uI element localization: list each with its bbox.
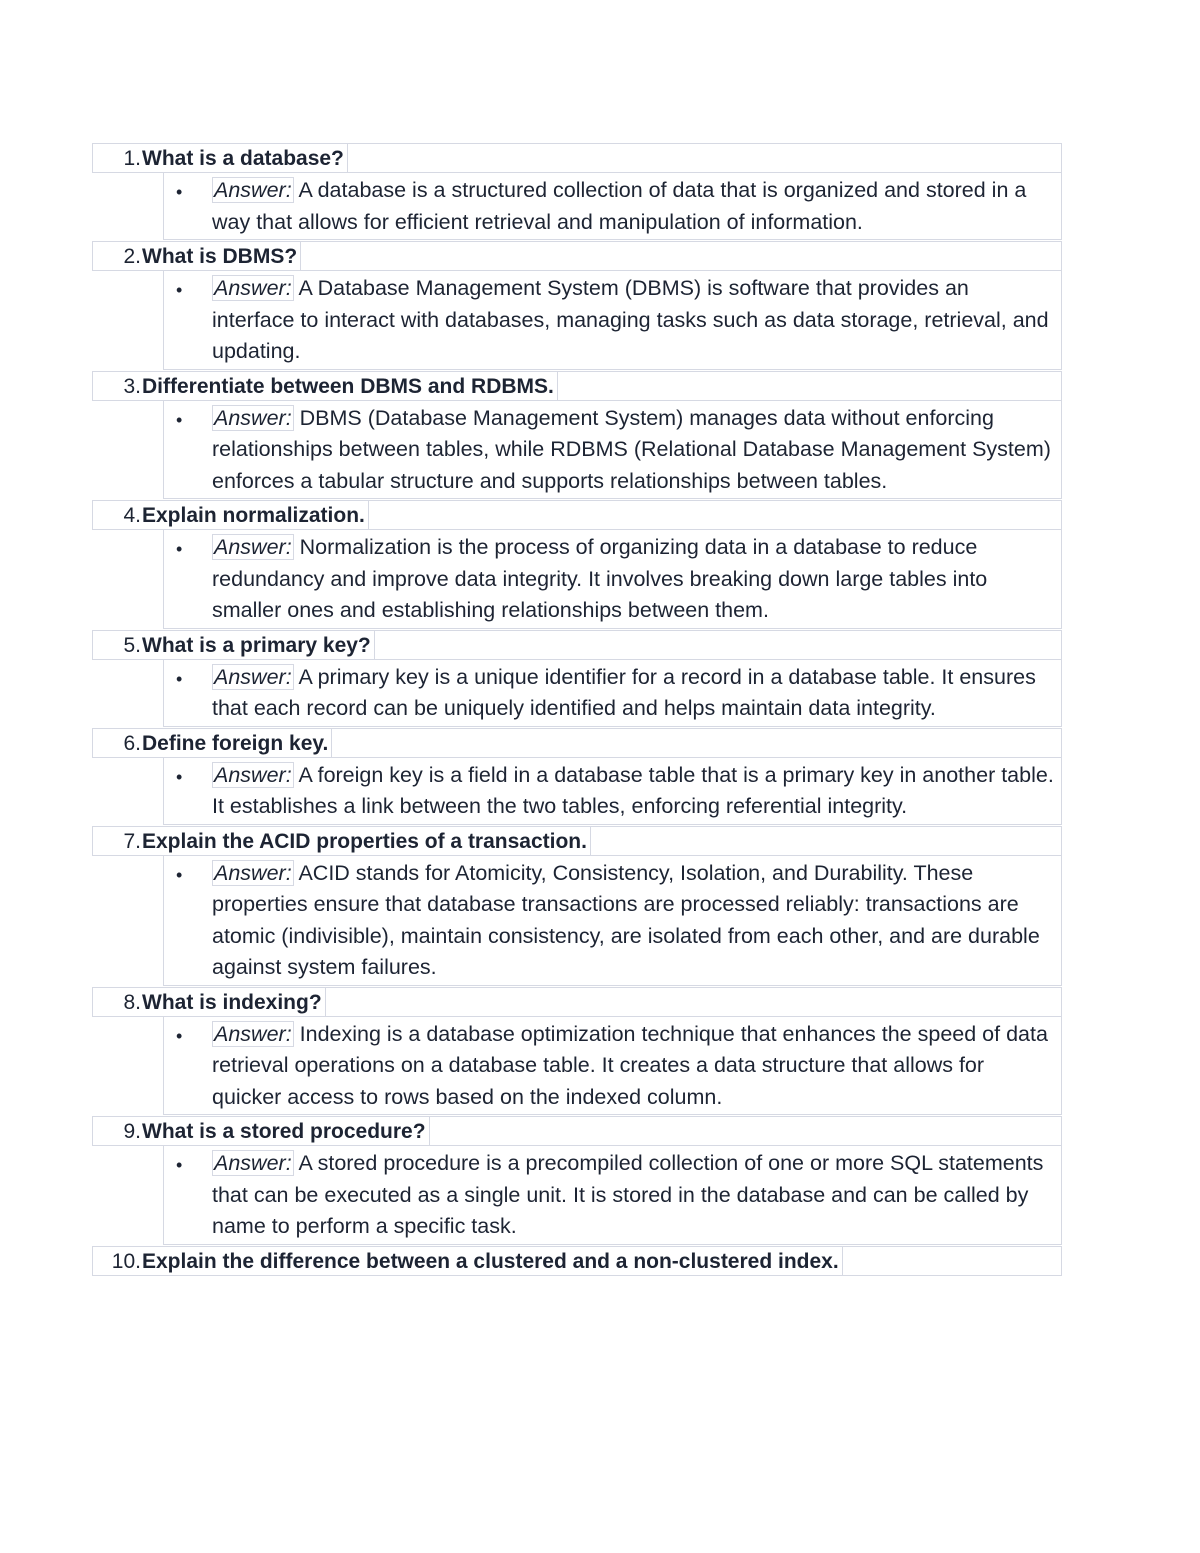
answer-paragraph bbox=[212, 403, 1055, 498]
answer-item bbox=[163, 856, 1062, 986]
question-row bbox=[92, 1246, 1062, 1276]
answer-paragraph bbox=[212, 662, 1055, 725]
answer-text: Normalization is the process of organizing data in a database to reduce redundancy and improve data integrity. It involves breaking down large tables into smaller ones and establishing relationships between them. bbox=[212, 535, 988, 622]
answer-text: Indexing is a database optimization technique that enhances the speed of data retrieval operations on a database table. It creates a data structure that allows for quicker access to rows based on the indexed column. bbox=[212, 1021, 1048, 1109]
answer-text: A stored procedure is a precompiled collection of one or more SQL statements that can be executed as a single unit. It is stored in the database and can be called by name to perform a specific task. bbox=[212, 1151, 1044, 1238]
question-row bbox=[92, 241, 1062, 271]
answer-item bbox=[163, 758, 1062, 825]
bullet-icon: • bbox=[176, 539, 183, 559]
answer-text: A primary key is a unique identifier for a record in a database table. It ensures that each record can be uniquely identified and helps maintain data integrity. bbox=[212, 664, 1036, 720]
question-number: 9. bbox=[123, 1120, 141, 1143]
question-text: What is indexing? bbox=[142, 988, 326, 1016]
question-row bbox=[92, 1116, 1062, 1146]
question-text: Define foreign key. bbox=[142, 729, 332, 757]
question-number: 10. bbox=[111, 1249, 141, 1273]
question-text: What is a primary key? bbox=[142, 631, 375, 659]
answer-label: Answer: bbox=[214, 762, 292, 787]
question-row bbox=[92, 143, 1062, 173]
question-number: 5. bbox=[123, 633, 141, 657]
bullet-icon: • bbox=[176, 409, 183, 430]
question-text: What is DBMS? bbox=[142, 242, 301, 270]
answer-paragraph bbox=[212, 273, 1055, 368]
question-number: 1. bbox=[123, 147, 141, 170]
question-text: Explain the difference between a clustered and a non-clustered index. bbox=[142, 1247, 843, 1275]
answer-paragraph bbox=[212, 858, 1055, 984]
question-number: 4. bbox=[123, 504, 141, 527]
answer-text: ACID stands for Atomicity, Consistency, Isolation, and Durability. These properties ensure that database transactions are processed reliably: transactions are atomic (indivisible), maintain consistency, are isolated from each other, and are durable against system failures. bbox=[212, 860, 1040, 979]
bullet-icon: • bbox=[176, 1025, 183, 1046]
answer-item bbox=[163, 1017, 1062, 1116]
answer-label: Answer: bbox=[214, 664, 292, 689]
bullet-icon: • bbox=[176, 182, 183, 202]
answer-item bbox=[163, 271, 1062, 370]
answer-text: A Database Management System (DBMS) is software that provides an interface to interact with databases, managing tasks such as data storage, retrieval, and updating. bbox=[212, 276, 1049, 363]
answer-item bbox=[163, 1146, 1062, 1245]
question-text: Explain normalization. bbox=[142, 501, 369, 529]
answer-label: Answer: bbox=[214, 276, 292, 300]
qa-list bbox=[92, 142, 1062, 1276]
question-text: What is a stored procedure? bbox=[142, 1117, 430, 1145]
question-number: 7. bbox=[123, 829, 141, 853]
bullet-icon: • bbox=[176, 864, 183, 885]
question-text: Explain the ACID properties of a transaction. bbox=[142, 827, 591, 855]
question-row bbox=[92, 371, 1062, 401]
bullet-icon: • bbox=[176, 668, 183, 689]
answer-paragraph bbox=[212, 760, 1055, 823]
question-row bbox=[92, 500, 1062, 530]
answer-label: Answer: bbox=[214, 1151, 292, 1175]
question-row bbox=[92, 826, 1062, 856]
answer-text: A database is a structured collection of data that is organized and stored in a way that allows for efficient retrieval and manipulation of information. bbox=[212, 178, 1027, 234]
answer-label: Answer: bbox=[214, 1021, 292, 1046]
answer-paragraph bbox=[212, 1019, 1055, 1114]
question-number: 3. bbox=[123, 374, 141, 398]
answer-label: Answer: bbox=[214, 535, 292, 559]
answer-item bbox=[163, 401, 1062, 500]
question-row bbox=[92, 630, 1062, 660]
bullet-icon: • bbox=[176, 1155, 183, 1175]
question-row bbox=[92, 728, 1062, 758]
answer-paragraph bbox=[212, 1148, 1055, 1243]
answer-text: DBMS (Database Management System) manages data without enforcing relationships between tables, while RDBMS (Relational Database Management System) enforces a tabular structure and supports relationships between tables. bbox=[212, 405, 1051, 493]
question-number: 2. bbox=[123, 245, 141, 268]
answer-item bbox=[163, 173, 1062, 240]
answer-item bbox=[163, 660, 1062, 727]
question-text: What is a database? bbox=[142, 144, 348, 172]
answer-text: A foreign key is a field in a database table that is a primary key in another table. It establishes a link between the two tables, enforcing referential integrity. bbox=[212, 762, 1054, 818]
question-text: Differentiate between DBMS and RDBMS. bbox=[142, 372, 558, 400]
bullet-icon: • bbox=[176, 280, 183, 300]
answer-paragraph bbox=[212, 532, 1055, 627]
question-number: 8. bbox=[123, 990, 141, 1014]
answer-label: Answer: bbox=[214, 178, 292, 202]
bullet-icon: • bbox=[176, 766, 183, 787]
answer-item bbox=[163, 530, 1062, 629]
question-row bbox=[92, 987, 1062, 1017]
answer-label: Answer: bbox=[214, 860, 292, 885]
question-number: 6. bbox=[123, 731, 141, 755]
answer-paragraph bbox=[212, 175, 1055, 238]
answer-label: Answer: bbox=[214, 405, 292, 430]
